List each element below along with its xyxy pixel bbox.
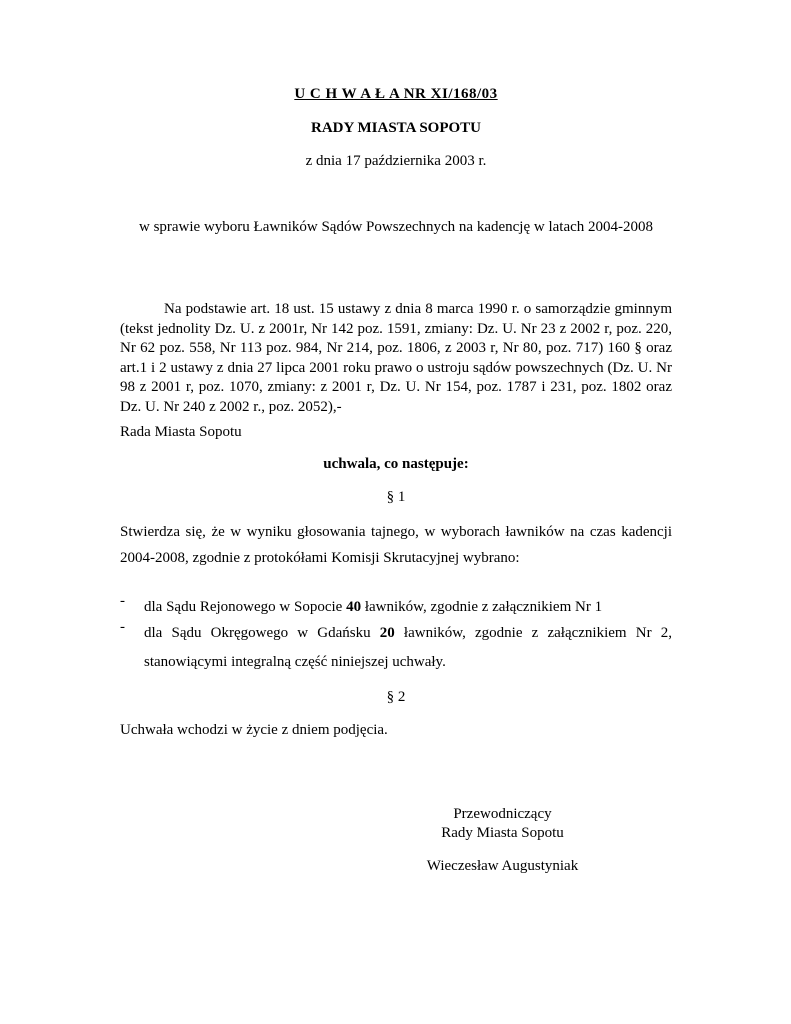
list-item-text bbox=[144, 619, 672, 677]
bullet-dash: - bbox=[120, 593, 125, 609]
resolves-heading: uchwala, co następuje: bbox=[323, 456, 469, 472]
entry-into-force-text: Uchwała wchodzi w życie z dniem podjęcia. bbox=[120, 722, 388, 738]
signature-body: Rady Miasta Sopotu bbox=[441, 825, 564, 841]
council-name: Rada Miasta Sopotu bbox=[120, 424, 242, 440]
list-item-text-end: ławników, zgodnie z załącznikiem Nr 2, stanowiącymi integralną część niniejszej uchwały. bbox=[144, 625, 672, 670]
election-finding-paragraph: Stwierdza się, że w wyniku głosowania tajnego, w wyborach ławników na czas kadencji 2004-2008, zgodnie z protokółami Komisji Skrutacyjnej wybrano: bbox=[120, 524, 672, 566]
signature-name: Wieczesław Augustyniak bbox=[426, 858, 579, 874]
list-item-text-start: dla Sądu Okręgowego w Gdańsku bbox=[144, 625, 380, 641]
bullet-dash: - bbox=[120, 619, 125, 635]
section-2-marker: § 2 bbox=[386, 689, 406, 705]
resolution-subject: w sprawie wyboru Ławników Sądów Powszechnych na kadencję w latach 2004-2008 bbox=[138, 219, 654, 235]
list-item-text-end: ławników, zgodnie z załącznikiem Nr 1 bbox=[361, 599, 603, 615]
signature-role: Przewodniczący bbox=[453, 806, 552, 822]
resolution-date: z dnia 17 października 2003 r. bbox=[305, 153, 487, 169]
list-item-regional-court bbox=[120, 619, 672, 677]
legal-basis-paragraph: Na podstawie art. 18 ust. 15 ustawy z dnia 8 marca 1990 r. o samorządzie gminnym (tekst jednolity Dz. U. z 2001r, Nr 142 poz. 1591, zmiany: Dz. U. Nr 23 z 2002 r, poz. 220, Nr 62 poz. 558, Nr 113 poz. 984, Nr 214, poz. 1806, z 2003 r, Nr 80, poz. 717) 160 § oraz art.1 i 2 ustawy z dnia 27 lipca 2001 roku prawo o ustroju sądów powszechnych (Dz. U. Nr 98 z 2001 r, poz. 1070, zmiany: z 2001 r, Dz. U. Nr 154, poz. 1787 i 231, poz. 1802 oraz Dz. U. Nr 240 z 2002 r., poz. 2052),- bbox=[120, 301, 672, 415]
juror-count-regional: 20 bbox=[379, 625, 395, 641]
juror-count-district: 40 bbox=[346, 599, 362, 615]
section-1-marker: § 1 bbox=[386, 489, 406, 505]
list-item-text bbox=[144, 593, 672, 622]
list-item-text-start: dla Sądu Rejonowego w Sopocie bbox=[144, 599, 347, 615]
list-item-district-court bbox=[120, 593, 672, 622]
council-heading: RADY MIASTA SOPOTU bbox=[310, 120, 482, 136]
resolution-title: U C H W A Ł A NR XI/168/03 bbox=[294, 86, 498, 102]
